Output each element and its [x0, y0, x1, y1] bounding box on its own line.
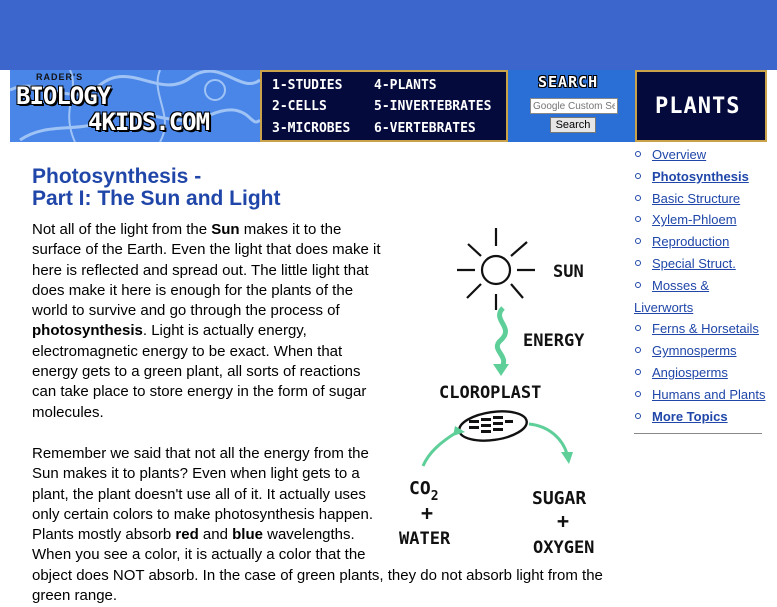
p2-text-a: Remember we said that not all the energy from the Sun makes it to plants? Even when light gets to a plant, the plant doesn't use all of it. It actually uses only certain colors to make photosynthesis happen. Plants mostly absorb — [32, 445, 374, 544]
co2-arrow — [423, 432, 457, 466]
bullet-icon — [635, 151, 641, 157]
bullet-icon — [635, 413, 641, 419]
p2-bold-blue: blue — [232, 526, 263, 544]
bullet-icon — [635, 282, 641, 288]
bullet-icon — [635, 173, 641, 179]
p1-bold-photosynthesis: photosynthesis — [32, 322, 143, 340]
paragraph-1 — [32, 220, 387, 423]
sidebar-item-more-topics[interactable] — [630, 406, 768, 428]
sidebar-item-label: Ferns & Horsetails — [652, 321, 759, 337]
sidebar-item-label: Basic Structure — [652, 190, 741, 206]
sidebar-item-ferns-horsetails[interactable] — [630, 318, 768, 340]
sidebar-item-label: More Topics — [652, 408, 728, 424]
plants-sidebar-nav — [630, 144, 768, 434]
bullet-icon — [635, 260, 641, 266]
bullet-icon — [635, 325, 641, 331]
p1-text-c: makes it to the surface of the Earth. Even the light that does make it here is reflected and spread out. The little light that does make it here is enough for the plants of the world to survive and go through the process of — [32, 221, 381, 320]
sidebar-item-basic-structure[interactable] — [630, 188, 768, 210]
sidebar-divider — [634, 433, 762, 434]
bullet-icon — [635, 347, 641, 353]
page-title-line2: Part I: The Sun and Light — [32, 187, 281, 210]
sidebar-item-angiosperms[interactable] — [630, 362, 768, 384]
sidebar-item-label: Mosses & — [652, 277, 710, 293]
section-badge — [635, 70, 767, 142]
diagram-sugar-label: SUGAR — [532, 488, 587, 509]
sidebar-item-label-cont: Liverworts — [634, 299, 694, 315]
diagram-co2-label: $CO_2$ — [409, 478, 439, 504]
p2-bold-red: red — [175, 526, 199, 544]
p2-text-c: and — [198, 526, 233, 544]
search-input[interactable] — [530, 98, 618, 114]
sidebar-item-mosses-liverworts[interactable] — [630, 275, 768, 319]
topic-vertebrates-link[interactable]: 6-VERTEBRATES — [374, 121, 476, 136]
diagram-sun-label: SUN — [553, 262, 584, 282]
site-logo[interactable] — [10, 70, 260, 142]
sidebar-item-label: Gymnosperms — [652, 343, 737, 359]
p1-text-e: . Light is actually energy, electromagnetic energy to be exact. When that energy gets to a green plant, all sorts of reactions can take place to store energy in the form of sugar molecules. — [32, 322, 367, 421]
energy-arrow — [497, 308, 505, 368]
bullet-icon — [635, 195, 641, 201]
topic-nav — [260, 70, 508, 142]
diagram-water-label: WATER — [399, 529, 451, 549]
diagram-plus-right: + — [557, 509, 570, 533]
photosynthesis-diagram — [395, 222, 620, 562]
sidebar-item-label: Reproduction — [652, 234, 730, 250]
sidebar-item-reproduction[interactable] — [630, 231, 768, 253]
top-banner-band — [0, 0, 777, 70]
sugar-arrow — [529, 424, 567, 454]
sidebar-item-label: Overview — [652, 147, 707, 162]
topic-studies-link[interactable]: 1-STUDIES — [272, 78, 343, 93]
p1-text-a: Not all of the light from the — [32, 221, 212, 238]
sidebar-item-label: Photosynthesis — [652, 168, 749, 184]
logo-4kids: 4KIDS.COM — [88, 108, 210, 136]
diagram-chloroplast-label: CLOROPLAST — [439, 383, 542, 403]
page-title-line1: Photosynthesis - — [32, 165, 202, 188]
sun-icon — [457, 228, 535, 310]
bullet-icon — [635, 238, 641, 244]
bullet-icon — [635, 391, 641, 397]
search-heading: SEARCH — [538, 73, 599, 91]
sidebar-item-overview[interactable] — [630, 144, 768, 166]
article — [32, 166, 612, 210]
sidebar-item-label: Angiosperms — [652, 364, 728, 380]
energy-arrow-head — [493, 364, 509, 376]
diagram-oxygen-label: OXYGEN — [533, 538, 595, 558]
section-badge-label: PLANTS — [655, 94, 741, 119]
topic-cells-link[interactable]: 2-CELLS — [272, 99, 327, 114]
sidebar-item-photosynthesis[interactable] — [630, 166, 768, 188]
search-button[interactable]: Search — [550, 117, 596, 133]
sidebar-item-label: Humans and Plants — [652, 386, 766, 402]
sidebar-item-label: Xylem-Phloem — [652, 212, 737, 228]
p1-bold-sun: Sun — [211, 221, 240, 238]
topic-plants-link[interactable]: 4-PLANTS — [374, 78, 437, 93]
sidebar-item-xylem-phloem[interactable] — [630, 209, 768, 231]
sidebar-item-label: Special Struct. — [652, 255, 736, 271]
diagram-energy-label: ENERGY — [523, 331, 585, 351]
sidebar-item-special-struct[interactable] — [630, 253, 768, 275]
p2-text-e: wavelengths. When you see a color, it is actually a color that the — [32, 526, 366, 564]
site-header — [10, 70, 767, 142]
sugar-arrow-head — [561, 452, 573, 464]
search-box — [526, 70, 616, 142]
page-title — [32, 166, 612, 210]
chloroplast-icon — [457, 407, 528, 444]
diagram-plus-left: + — [421, 501, 434, 525]
paragraph-3: object does NOT absorb. In the case of green plants, they do not absorb light from the green range. — [32, 567, 603, 605]
paragraph-2 — [32, 444, 377, 566]
logo-biology: BIOLOGY — [16, 82, 111, 110]
topic-microbes-link[interactable]: 3-MICROBES — [272, 121, 351, 136]
bullet-icon — [635, 369, 641, 375]
sidebar-item-gymnosperms[interactable] — [630, 340, 768, 362]
topic-invertebrates-link[interactable]: 5-INVERTEBRATES — [374, 99, 492, 114]
bullet-icon — [635, 216, 641, 222]
logo-raders: RADER'S — [36, 72, 84, 82]
sidebar-item-humans-plants[interactable] — [630, 384, 768, 406]
